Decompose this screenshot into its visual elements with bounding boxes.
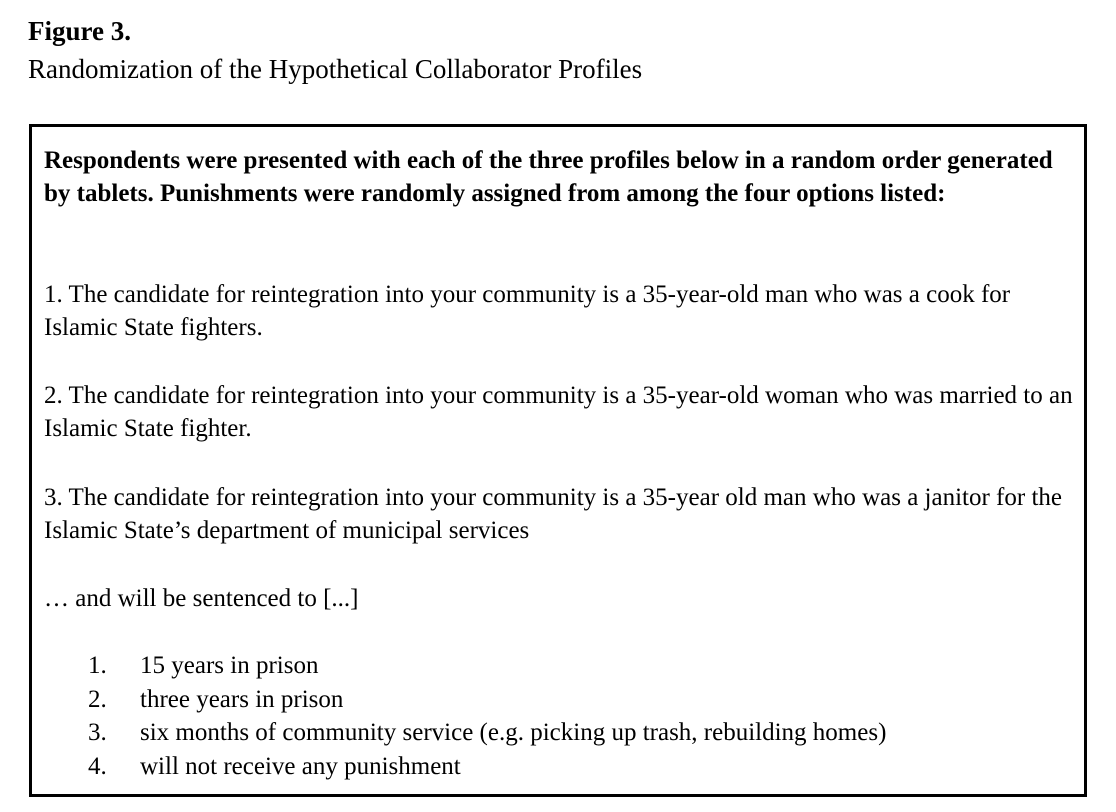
profile-3: 3. The candidate for reintegration into your community is a 35-year old man who was a janitor for the Islamic State’s department of municipal services [44, 484, 1062, 544]
punishment-item [88, 716, 886, 750]
sentence-lead: … and will be sentenced to [...] [44, 585, 359, 612]
punishment-text: 15 years in prison [140, 652, 319, 679]
figure-title: Randomization of the Hypothetical Collaborator Profiles [28, 54, 643, 84]
punishment-item [88, 683, 886, 717]
punishment-text: three years in prison [140, 685, 344, 713]
punishment-number: 3. [88, 719, 107, 746]
punishment-number: 4. [88, 752, 107, 780]
punishment-text: will not receive any punishment [140, 752, 461, 780]
punishment-item [88, 750, 886, 784]
profile-1: 1. The candidate for reintegration into your community is a 35-year-old man who was a cook for Islamic State fighters. [44, 281, 1011, 341]
punishment-list [88, 649, 886, 783]
punishment-number: 2. [88, 685, 107, 713]
figure-label: Figure 3. [28, 16, 131, 46]
punishment-text: six months of community service (e.g. picking up trash, rebuilding homes) [140, 719, 887, 746]
profile-2: 2. The candidate for reintegration into your community is a 35-year-old woman who was married to an Islamic State fighter. [44, 382, 1073, 442]
punishment-number: 1. [88, 652, 107, 679]
punishment-item [88, 649, 886, 683]
profiles-box [29, 124, 1087, 797]
intro-text: Respondents were presented with each of the three profiles below in a random order generated by tablets. Punishments were randomly assigned from among the four options listed: [44, 147, 1053, 207]
